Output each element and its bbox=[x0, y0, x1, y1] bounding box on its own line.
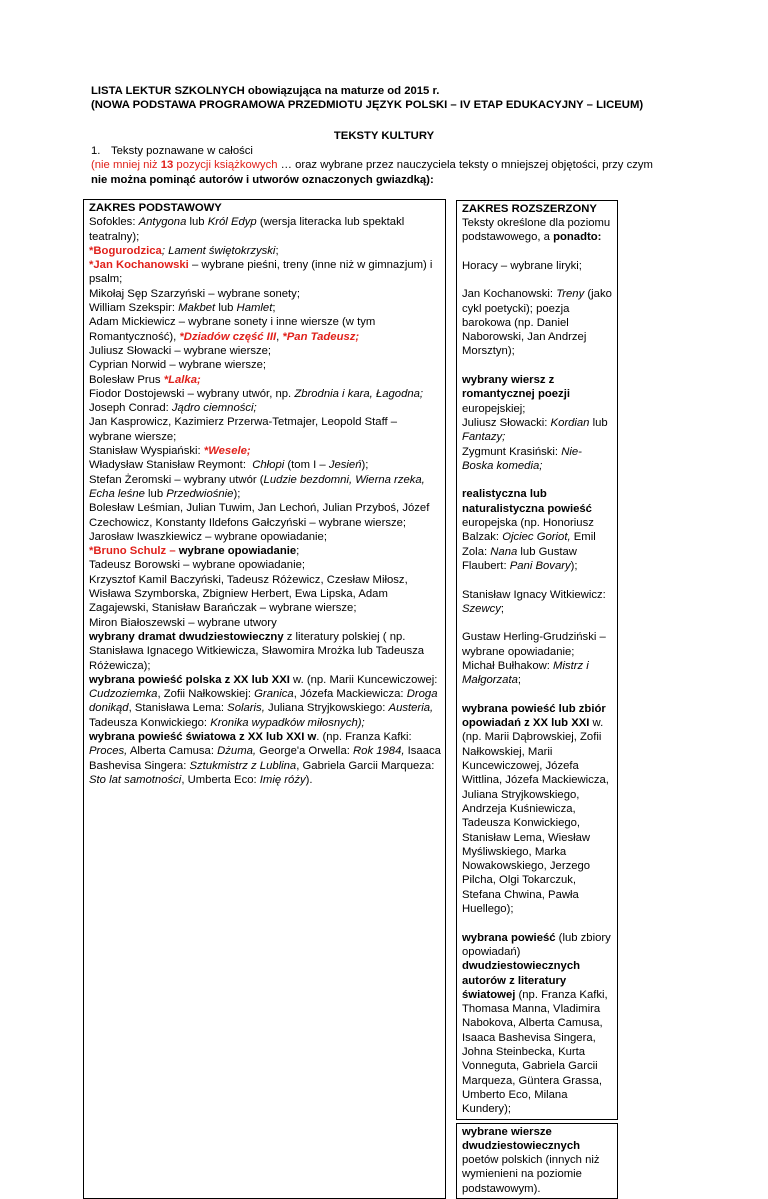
section-title: TEKSTY KULTURY bbox=[333, 130, 435, 142]
section-number: 1. bbox=[91, 145, 101, 157]
list-item: Krzysztof Kamil Baczyński, Tadeusz Różewicz, Czesław Miłosz, Wisława Szymborska, Zbigniew Herbert, Ewa Lipska, Adam Zagajewski, Stanisław Barańczak – wybrane wiersze; bbox=[89, 573, 408, 615]
list-item: Gustaw Herling-Grudziński – wybrane opowiadanie; bbox=[462, 631, 606, 658]
list-item: Mikołaj Sęp Szarzyński – wybrane sonety; bbox=[89, 287, 300, 300]
list-item: William Szekspir: Makbet lub Hamlet; bbox=[89, 302, 276, 315]
section-1-note-bold: nie można pominąć autorów i utworów oznaczonych gwiazdką): bbox=[91, 173, 434, 186]
extended-scope-box-2 bbox=[456, 1123, 618, 1199]
list-item: Jan Kasprowicz, Kazimierz Przerwa-Tetmajer, Leopold Staff – wybrane wiersze; bbox=[89, 416, 398, 443]
list-item: wybrana powieść lub zbiór opowiadań z XX lub XXI w. (np. Marii Dąbrowskiej, Zofii Nałkowskiej, Marii Kuncewiczowej, Józefa Wittlina, Józefa Mackiewicza, Juliana Stryjkowskiego, Andrzeja Kuśniewicza, Tadeusza Konwickiego, Stanisław Lema, Wiesław Myśliwskiego, Marka Nowakowskiego, Jerzego Pilcha, Olgi Tokarczuk, Stefana Chwina, Pawła Huellego); bbox=[462, 702, 609, 916]
section-1 bbox=[91, 144, 741, 187]
list-item: *Bruno Schulz – wybrane opowiadanie; bbox=[89, 545, 300, 558]
list-item: Horacy – wybrane liryki; bbox=[462, 259, 582, 272]
list-item: Joseph Conrad: Jądro ciemności; bbox=[89, 402, 257, 415]
basic-scope-column bbox=[84, 200, 446, 1199]
list-item: *Bogurodzica; Lament świętokrzyski; bbox=[89, 244, 279, 257]
reading-list-table bbox=[83, 199, 618, 1199]
section-1-note: (nie mniej niż 13 pozycji książkowych … oraz wybrane przez nauczyciela teksty o mniejszej objętości, przy czym bbox=[91, 159, 653, 172]
list-item: wybrane wiersze dwudziestowiecznych poetów polskich (innych niż wymienieni na poziomie podstawowym). bbox=[462, 1125, 600, 1195]
extended-scope-column bbox=[456, 200, 618, 1199]
list-item: Cyprian Norwid – wybrane wiersze; bbox=[89, 359, 267, 372]
basic-scope-heading: ZAKRES PODSTAWOWY bbox=[89, 202, 222, 214]
list-item: Teksty określone dla poziomu podstawowego, a ponadto: bbox=[462, 216, 611, 244]
list-item: Jan Kochanowski: Treny (jako cykl poetycki); poezja barokowa (np. Daniel Naborowski, Jan Andrzej Morsztyn); bbox=[462, 288, 612, 358]
list-item: Bolesław Leśmian, Julian Tuwim, Jan Lechoń, Julian Przyboś, Józef Czechowicz, Konstanty Ildefons Gałczyński – wybrane wiersze; bbox=[89, 502, 430, 529]
list-item: *Jan Kochanowski – wybrane pieśni, treny (inne niż w gimnazjum) i psalm; bbox=[89, 259, 433, 286]
header-line-1: LISTA LEKTUR SZKOLNYCH obowiązująca na maturze od 2015 r. bbox=[91, 85, 440, 97]
list-item: Bolesław Prus *Lalka; bbox=[89, 373, 201, 386]
list-item: Stefan Żeromski – wybrany utwór (Ludzie bezdomni, Wierna rzeka, Echa leśne lub Przedwiośnie); bbox=[89, 473, 425, 500]
list-item: Stanisław Wyspiański: *Wesele; bbox=[89, 445, 251, 458]
list-item: Juliusz Słowacki: Kordian lub Fantazy; bbox=[462, 416, 608, 444]
list-item: Michał Bułhakow: Mistrz i Małgorzata; bbox=[462, 660, 589, 687]
list-item: wybrana powieść światowa z XX lub XXI w. (np. Franza Kafki: Proces, Alberta Camusa: Dżuma, George'a Orwella: Rok 1984, Isaaca Bashevisa Singera: Sztukmistrz z Lublina, Gabriela Garcii Marqueza: Sto lat samotności, Umberta Eco: Imię róży). bbox=[89, 730, 441, 786]
list-item: Adam Mickiewicz – wybrane sonety i inne wiersze (w tym Romantyczność), *Dziadów część III, *Pan Tadeusz; bbox=[89, 316, 376, 343]
list-item: Tadeusz Borowski – wybrane opowiadanie; bbox=[89, 559, 306, 572]
list-item: Juliusz Słowacki – wybrane wiersze; bbox=[89, 344, 272, 357]
extended-scope-box bbox=[456, 200, 618, 1120]
list-item: Sofokles: Antygona lub Król Edyp (wersja literacka lub spektakl teatralny); bbox=[89, 216, 405, 243]
section-1-title: Teksty poznawane w całości bbox=[111, 145, 253, 157]
list-item: Zygmunt Krasiński: Nie-Boska komedia; bbox=[462, 445, 582, 472]
list-item: Miron Białoszewski – wybrane utwory bbox=[89, 616, 277, 629]
list-item: Fiodor Dostojewski – wybrany utwór, np. Zbrodnia i kara, Łagodna; bbox=[89, 387, 424, 400]
list-item: Jarosław Iwaszkiewicz – wybrane opowiadanie; bbox=[89, 530, 327, 543]
header-line-2: (NOWA PODSTAWA PROGRAMOWA PRZEDMIOTU JĘZYK POLSKI – IV ETAP EDUKACYJNY – LICEUM) bbox=[91, 99, 644, 112]
list-item: realistyczna lub naturalistyczna powieść europejska (np. Honoriusz Balzak: Ojciec Goriot, Emil Zola: Nana lub Gustaw Flaubert: Pani Bovary); bbox=[462, 488, 596, 572]
extended-scope-heading: ZAKRES ROZSZERZONY bbox=[462, 202, 597, 215]
list-item: wybrany dramat dwudziestowieczny z literatury polskiej ( np. Stanisława Ignacego Witkiewicza, Sławomira Mrożka lub Tadeusza Różewicza); bbox=[89, 630, 425, 672]
list-item: Stanisław Ignacy Witkiewicz: Szewcy; bbox=[462, 588, 606, 615]
document-header bbox=[91, 84, 731, 113]
list-item: wybrana powieść (lub zbiory opowiadań) dwudziestowiecznych autorów z literatury światowej (np. Franza Kafki, Thomasa Manna, Vladimira Nabokova, Alberta Camusa, Isaaca Bashevisa Singera, Johna Steinbecka, Kurta Vonneguta, Gabriela Garcii Marqueza, Güntera Grassa, Umberto Eco, Milana Kundery); bbox=[462, 931, 611, 1116]
list-item: Władysław Stanisław Reymont: Chłopi (tom I – Jesień); bbox=[89, 459, 369, 472]
list-item: wybrana powieść polska z XX lub XXI w. (np. Marii Kuncewiczowej: Cudzoziemka, Zofii Nałkowskiej: Granica, Józefa Mackiewicza: Droga donikąd, Stanisława Lema: Solaris, Juliana Stryjkowskiego: Austeria, Tadeusza Konwickiego: Kronika wypadków miłosnych); bbox=[89, 673, 438, 729]
list-item: wybrany wiersz z romantycznej poezji europejskiej; bbox=[462, 374, 570, 415]
